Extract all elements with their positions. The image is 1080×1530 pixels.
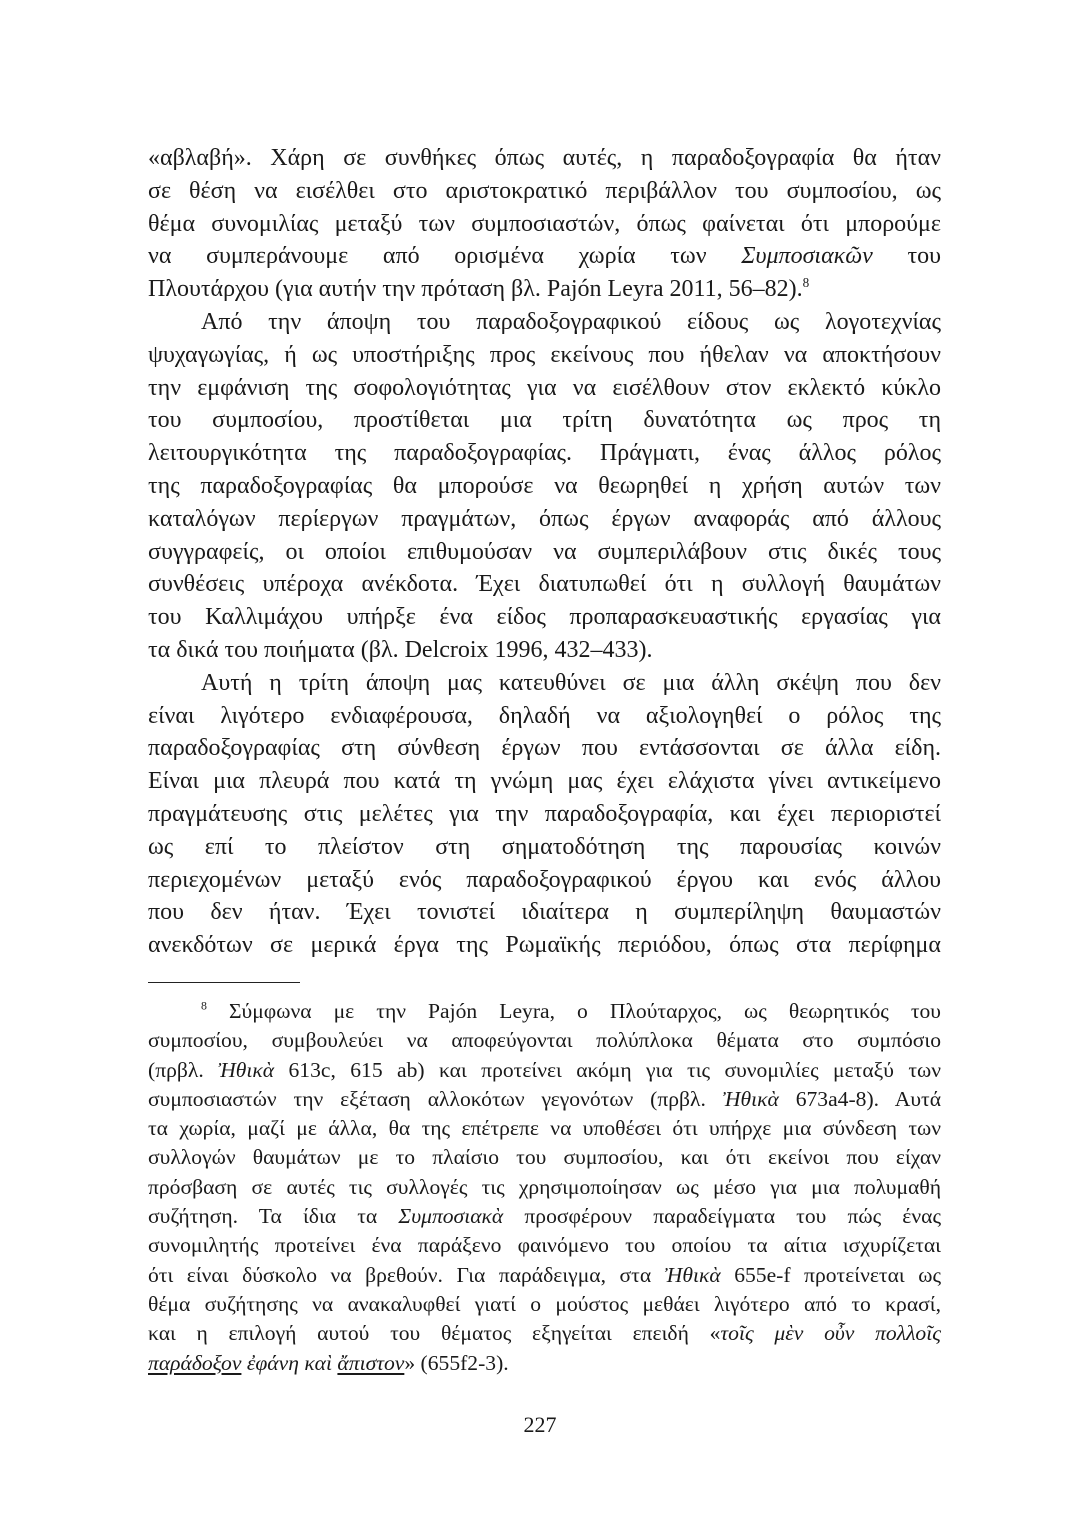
italic-text: Συμποσιακὰ [398, 1204, 504, 1229]
text-run: τα χωρία, μαζί με άλλα, θα της επέτρεπε να υποθέσει ότι υπήρχε μια σύνδεση των [148, 1116, 941, 1141]
footnote-line [148, 1290, 941, 1319]
text-run: συλλογών θαυμάτων με το πλαίσιο του συμποσίου, και ότι εκείνοι που είχαν [148, 1145, 941, 1170]
text-run: καταλόγων περίεργων πραγμάτων, όπως έργων αναφοράς από άλλους [148, 505, 941, 532]
italic-text: ἄπιστον [337, 1350, 405, 1375]
text-run: συγγραφείς, οι οποίοι επιθυμούσαν να συμπεριλάβουν στις δικές τους [148, 538, 941, 565]
body-line [148, 175, 941, 208]
text-run: (πρβλ. [148, 1057, 219, 1082]
text-run: ψυχαγωγίας, ή ως υποστήριξης προς εκείνους που ήθελαν να αποκτήσουν [148, 341, 941, 368]
body-text [148, 142, 941, 962]
text-run: που δεν ήταν. Έχει τονιστεί ιδιαίτερα η συμπερίληψη θαυμαστών [148, 899, 941, 926]
italic-text: Ἠθικὰ [664, 1262, 721, 1287]
text-run: Από την άποψη του παραδοξογραφικού είδους ως λογοτεχνίας [201, 308, 941, 335]
text-run: 613c, 615 ab) και προτείνει ακόμη για τις συνομιλίες μεταξύ των [274, 1057, 941, 1082]
footnote-line [148, 1261, 941, 1290]
body-line [148, 700, 941, 733]
body-line [148, 503, 941, 536]
footnote-line [148, 1173, 941, 1202]
text-run: του [872, 243, 941, 270]
text-run: ως επί το πλείστον στη σηματοδότηση της παρουσίας κοινών [148, 833, 941, 860]
body-line [148, 864, 941, 897]
text-run: να συμπεράνουμε από ορισμένα χωρία των [148, 243, 742, 270]
italic-text: Ἠθικὰ [218, 1057, 275, 1082]
body-line [148, 306, 941, 339]
text-run: θέμα συνομιλίας μεταξύ των συμποσιαστών, όπως φαίνεται ότι μπορούμε [148, 210, 941, 237]
text-run: Αυτή η τρίτη άποψη μας κατευθύνει σε μια άλλη σκέψη που δεν [201, 669, 941, 696]
body-line [148, 667, 941, 700]
body-line [148, 240, 941, 273]
body-line [148, 831, 941, 864]
text-run: είναι λιγότερο ενδιαφέρουσα, δηλαδή να αξιολογηθεί ο ρόλος της [148, 702, 941, 729]
body-line [148, 798, 941, 831]
text-run: του συμποσίου, προστίθεται μια τρίτη δυνατότητα ως προς τη [148, 407, 941, 434]
body-line [148, 142, 941, 175]
body-line [148, 372, 941, 405]
footnote-line [148, 997, 941, 1026]
text-run: σε θέση να εισέλθει στο αριστοκρατικό περιβάλλον του συμποσίου, ως [148, 177, 941, 204]
body-line [148, 765, 941, 798]
text-run: ότι είναι δύσκολο να βρεθούν. Για παράδειγμα, στα [148, 1262, 665, 1287]
text-run: πραγμάτευσης στις μελέτες για την παραδοξογραφία, και έχει περιοριστεί [148, 800, 941, 827]
text-run: συμποσίου, συμβουλεύει να αποφεύγονται πολύπλοκα θέματα στο συμπόσιο [148, 1028, 941, 1053]
footnote [148, 997, 941, 1378]
body-line [148, 896, 941, 929]
text-run: Είναι μια πλευρά που κατά τη γνώμη μας έχει ελάχιστα γίνει αντικείμενο [148, 768, 941, 795]
footnote-line [148, 1085, 941, 1114]
body-line [148, 634, 941, 667]
footnote-line [148, 1114, 941, 1143]
body-line [148, 568, 941, 601]
footnote-line [148, 1026, 941, 1055]
text-run: 673a4-8). Αυτά [778, 1086, 942, 1111]
footnote-line [148, 1143, 941, 1172]
italic-text: παράδοξον [148, 1350, 242, 1375]
body-line [148, 339, 941, 372]
italic-text: Ἠθικὰ [722, 1086, 779, 1111]
page-number: 227 [523, 1412, 557, 1437]
footnote-line [148, 1349, 941, 1378]
italic-text: τοῖς μὲν οὖν πολλοῖς [720, 1321, 941, 1346]
text-run: » (655f2-3). [404, 1350, 509, 1375]
body-line [148, 601, 941, 634]
footnote-line [148, 1056, 941, 1085]
footnote-marker: 8 [802, 274, 810, 290]
text-run: του Καλλιμάχου υπήρξε ένα είδος προπαρασκευαστικής εργασίας για [148, 604, 941, 631]
text-run: της παραδοξογραφίας θα μπορούσε να θεωρηθεί η χρήση αυτών των [148, 472, 941, 499]
text-run: προσφέρουν παραδείγματα του πώς ένας [503, 1204, 941, 1229]
text-run: ανεκδότων σε μερικά έργα της Ρωμαϊκής περιόδου, όπως στα περίφημα [148, 932, 941, 959]
text-run: συζήτηση. Τα ίδια τα [148, 1204, 399, 1229]
body-line [148, 437, 941, 470]
footnote-line [148, 1319, 941, 1348]
italic-text: ἐφάνη καὶ [246, 1350, 333, 1375]
footnote-marker: 8 [201, 998, 207, 1013]
body-line [148, 732, 941, 765]
text-run: συνομιλητής προτείνει ένα παράξενο φαινόμενο του οποίου τα αίτια ισχυρίζεται [148, 1233, 941, 1258]
text-run: πρόσβαση σε αυτές τις συλλογές τις χρησιμοποίησαν ως μέσο για μια πολυμαθή [148, 1174, 941, 1199]
text-run: θέμα συζήτησης να ανακαλυφθεί γιατί ο μούστος μεθάει λιγότερο από το κρασί, [148, 1291, 941, 1316]
body-line [148, 536, 941, 569]
text-run: συνθέσεις υπέροχα ανέκδοτα. Έχει διατυπωθεί ότι η συλλογή θαυμάτων [148, 571, 941, 598]
body-line [148, 929, 941, 962]
text-run: παραδοξογραφίας στη σύνθεση έργων που εντάσσονται σε άλλα είδη. [148, 735, 941, 762]
body-line [148, 470, 941, 503]
footnote-line [148, 1231, 941, 1260]
text-run: «αβλαβή». Χάρη σε συνθήκες όπως αυτές, η παραδοξογραφία θα ήταν [148, 145, 941, 171]
footnote-separator [148, 982, 300, 983]
text-run: Πλουτάρχου (για αυτήν την πρόταση βλ. Pajón Leyra 2011, 56–82). [148, 276, 803, 303]
text-run: συμποσιαστών την εξέταση αλλοκότων γεγονότων (πρβλ. [148, 1086, 723, 1111]
text-run: 655e-f προτείνεται ως [720, 1262, 941, 1287]
body-line [148, 208, 941, 241]
text-run: περιεχομένων μεταξύ ενός παραδοξογραφικού έργου και ενός άλλου [148, 866, 941, 893]
text-run: Σύμφωνα με την Pajón Leyra, ο Πλούταρχος, ως θεωρητικός του [206, 999, 941, 1023]
body-line [148, 404, 941, 437]
text-run: και η επιλογή αυτού του θέματος εξηγείται επειδή « [148, 1321, 721, 1346]
footnote-line [148, 1202, 941, 1231]
body-line [148, 273, 941, 306]
text-run: τα δικά του ποιήματα (βλ. Delcroix 1996, 432–433). [148, 636, 653, 663]
text-run: την εμφάνιση της σοφολογιότητας για να εισέλθουν στον εκλεκτό κύκλο [148, 374, 941, 401]
italic-text: Συμποσιακῶν [741, 243, 873, 270]
text-run: λειτουργικότητα της παραδοξογραφίας. Πράγματι, ένας άλλος ρόλος [148, 440, 941, 467]
